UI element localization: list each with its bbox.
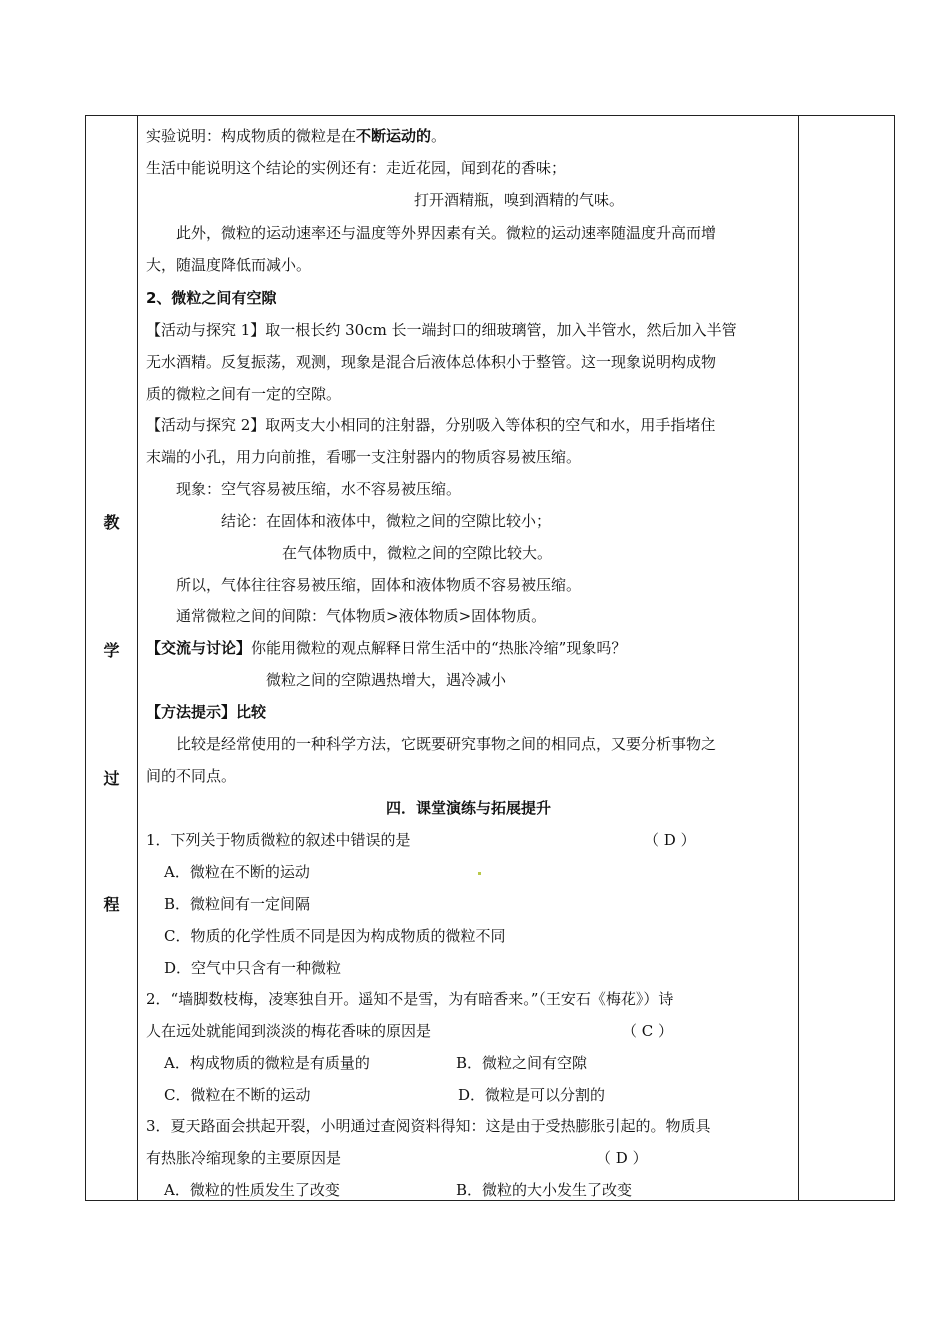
text-line: 【活动与探究 2】取两支大小相同的注射器，分别吸入等体积的空气和水，用手指堵住 — [146, 416, 716, 434]
section-heading: 2、微粒之间有空隙 — [146, 289, 277, 307]
section-title: 四．课堂演练与拓展提升 — [385, 799, 551, 817]
option: D．微粒是可以分割的 — [458, 1086, 606, 1104]
answer-3: （ D ） — [596, 1149, 648, 1167]
text-line: 所以，气体往往容易被压缩，固体和液体物质不容易被压缩。 — [176, 576, 582, 594]
text-line: 在气体物质中，微粒之间的空隙比较大。 — [282, 544, 553, 562]
text-line: 无水酒精。反复振荡，观测，现象是混合后液体总体积小于整管。这一现象说明构成物 — [146, 353, 717, 371]
option: D．空气中只含有一种微粒 — [164, 959, 342, 977]
answer-2: （ C ） — [622, 1022, 674, 1040]
text-line: 此外，微粒的运动速率还与温度等外界因素有关。微粒的运动速率随温度升高而增 — [176, 224, 717, 242]
text-line: 质的微粒之间有一定的空隙。 — [146, 385, 342, 403]
option: B．微粒间有一定间隔 — [164, 895, 311, 913]
text-line: 【活动与探究 1】取一根长约 30cm 长一端封口的细玻璃管，加入半管水，然后加入半管 — [146, 321, 737, 339]
text-line: 微粒之间的空隙遇热增大，遇冷减小 — [266, 671, 507, 689]
question-2-cont: 人在远处就能闻到淡淡的梅花香味的原因是 — [146, 1022, 432, 1040]
column-divider-left — [137, 116, 138, 1200]
option: A．微粒的性质发生了改变 — [164, 1181, 340, 1199]
side-label-char: 过 — [103, 769, 120, 788]
option: C．微粒在不断的运动 — [164, 1086, 311, 1104]
option: C．物质的化学性质不同是因为构成物质的微粒不同 — [164, 927, 506, 945]
experiment-note: 实验说明：构成物质的微粒是在不断运动的。 — [146, 127, 447, 145]
lesson-table — [85, 115, 895, 1201]
method-hint: 【方法提示】比较 — [146, 703, 267, 721]
option: B．微粒之间有空隙 — [456, 1054, 588, 1072]
option: A．微粒在不断的运动 — [164, 863, 310, 881]
question-3: 3．夏天路面会拱起开裂，小明通过查阅资料得知：这是由于受热膨胀引起的。物质具 — [146, 1117, 711, 1135]
question-1: 1．下列关于物质微粒的叙述中错误的是 — [146, 831, 411, 849]
text-line: 末端的小孔，用力向前推，看哪一支注射器内的物质容易被压缩。 — [146, 448, 582, 466]
text-line: 间的不同点。 — [146, 767, 237, 785]
text-line: 结论：在固体和液体中，微粒之间的空隙比较小； — [221, 512, 552, 530]
option: B．微粒的大小发生了改变 — [456, 1181, 633, 1199]
stray-mark — [478, 872, 481, 875]
text-line: 大，随温度降低而减小。 — [146, 256, 312, 274]
side-label-char: 程 — [103, 895, 120, 914]
answer-1: （ D ） — [644, 831, 696, 849]
text-line: 通常微粒之间的间隙：气体物质>液体物质>固体物质。 — [176, 607, 547, 625]
column-divider-right — [798, 116, 799, 1200]
side-label-char: 教 — [103, 513, 120, 532]
side-label-char: 学 — [103, 641, 120, 660]
text-line: 生活中能说明这个结论的实例还有：走近花园，闻到花的香味； — [146, 159, 567, 177]
text-line: 现象：空气容易被压缩，水不容易被压缩。 — [176, 480, 462, 498]
text-line: 比较是经常使用的一种科学方法，它既要研究事物之间的相同点，又要分析事物之 — [176, 735, 717, 753]
discussion-line: 【交流与讨论】你能用微粒的观点解释日常生活中的“热胀冷缩”现象吗？ — [146, 639, 627, 657]
text-line: 打开酒精瓶，嗅到酒精的气味。 — [414, 191, 625, 209]
question-2: 2．“墙脚数枝梅，凌寒独自开。遥知不是雪，为有暗香来。”（王安石《梅花》）诗 — [146, 990, 674, 1008]
question-3-cont: 有热胀冷缩现象的主要原因是 — [146, 1149, 342, 1167]
option: A．构成物质的微粒是有质量的 — [164, 1054, 370, 1072]
